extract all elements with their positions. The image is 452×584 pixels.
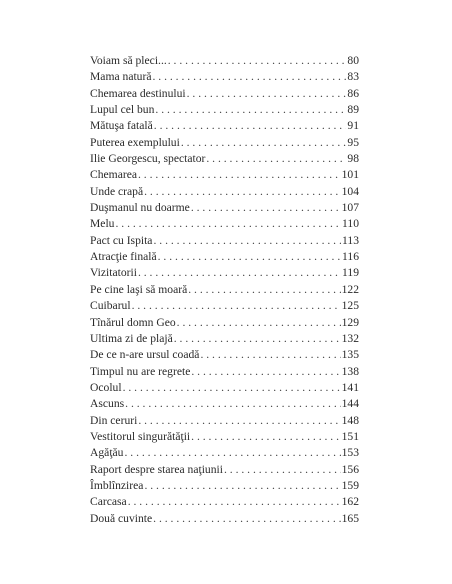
dot-leader: [138, 413, 340, 429]
toc-entry: [90, 445, 359, 461]
toc-entry-page: 144: [341, 397, 359, 411]
toc-entry-page: 101: [341, 168, 359, 182]
toc-entry-title: Unde crapă: [90, 184, 144, 198]
toc-entry: [90, 53, 359, 69]
toc-entry-page: 159: [341, 478, 359, 492]
toc-entry: [90, 462, 359, 478]
toc-entry: [90, 298, 359, 314]
dot-leader: [123, 380, 341, 396]
toc-entry-page: 162: [341, 495, 359, 509]
toc-entry-page: 132: [341, 331, 359, 345]
toc-entry-title: Chemarea destinului: [90, 86, 186, 100]
toc-entry: [90, 364, 359, 380]
toc-entry: [90, 118, 359, 134]
toc-entry-page: 122: [341, 282, 359, 296]
toc-entry-page: 110: [342, 217, 359, 231]
toc-entry-page: 91: [347, 119, 359, 133]
toc-entry-page: 113: [342, 233, 359, 247]
toc-entry-page: 107: [341, 201, 359, 215]
toc-entry: [90, 184, 359, 200]
toc-entry-page: 156: [341, 462, 359, 476]
toc-entry: [90, 233, 359, 249]
toc-entry-page: 119: [342, 266, 359, 280]
toc-entry: [90, 380, 359, 396]
toc-entry-page: 98: [347, 152, 359, 166]
toc-entry: [90, 396, 359, 412]
dot-leader: [132, 298, 341, 314]
toc-entry-page: 83: [347, 70, 359, 84]
toc-entry: [90, 151, 359, 167]
dot-leader: [153, 511, 340, 527]
toc-entry-title: Îmblînzirea: [90, 478, 144, 492]
toc-entry: [90, 331, 359, 347]
dot-leader: [128, 494, 341, 510]
dot-leader: [168, 53, 347, 69]
dot-leader: [138, 167, 341, 183]
toc-entry-title: Duşmanul nu doarme: [90, 201, 190, 215]
dot-leader: [191, 364, 340, 380]
toc-entry-title: Chemarea: [90, 168, 137, 182]
dot-leader: [125, 396, 340, 412]
toc-entry-page: 138: [341, 364, 359, 378]
toc-entry-page: 148: [341, 413, 359, 427]
toc-entry-page: 86: [347, 86, 359, 100]
dot-leader: [158, 249, 341, 265]
toc-entry-title: Ilie Georgescu, spectator: [90, 152, 206, 166]
toc-entry: [90, 265, 359, 281]
dot-leader: [200, 347, 340, 363]
toc-entry: [90, 69, 359, 85]
toc-entry-title: Ascuns: [90, 397, 125, 411]
toc-entry: [90, 347, 359, 363]
toc-entry-title: Mătuşa fatală: [90, 119, 153, 133]
dot-leader: [144, 478, 340, 494]
dot-leader: [115, 216, 341, 232]
dot-leader: [144, 184, 341, 200]
toc-entry-title: Timpul nu are regrete: [90, 364, 191, 378]
toc-entry-page: 135: [341, 348, 359, 362]
toc-entry-page: 151: [341, 429, 359, 443]
toc-entry-title: De ce n-are ursul coadă: [90, 348, 200, 362]
dot-leader: [153, 233, 341, 249]
toc-entry-page: 125: [341, 299, 359, 313]
dot-leader: [174, 331, 341, 347]
toc-entry-title: Lupul cel bun: [90, 103, 155, 117]
toc-entry-title: Din ceruri: [90, 413, 138, 427]
toc-entry-page: 129: [341, 315, 359, 329]
toc-entry-title: Melu: [90, 217, 115, 231]
toc-entry: [90, 478, 359, 494]
toc-entry-title: Ultima zi de plajă: [90, 331, 173, 345]
toc-entry: [90, 413, 359, 429]
toc-entry-page: 104: [341, 184, 359, 198]
toc-entry-title: Cuibarul: [90, 299, 131, 313]
dot-leader: [187, 86, 347, 102]
toc-entry-page: 95: [347, 135, 359, 149]
toc-entry-title: Tînărul domn Geo: [90, 315, 176, 329]
toc-entry-page: 141: [341, 380, 359, 394]
toc-entry: [90, 429, 359, 445]
toc-entry: [90, 511, 359, 527]
toc-entry-page: 89: [347, 103, 359, 117]
toc-entry-title: Vizitatorii: [90, 266, 137, 280]
toc-entry: [90, 216, 359, 232]
toc-entry-title: Pact cu Ispita: [90, 233, 153, 247]
toc-entry-title: Agăţău: [90, 446, 124, 460]
dot-leader: [181, 135, 347, 151]
toc-entry: [90, 315, 359, 331]
table-of-contents: [90, 53, 359, 527]
toc-entry-page: 153: [341, 446, 359, 460]
toc-entry: [90, 282, 359, 298]
toc-entry-title: Voiam să pleci...: [90, 54, 167, 67]
dot-leader: [188, 282, 340, 298]
toc-entry-page: 165: [341, 511, 359, 525]
dot-leader: [152, 69, 346, 85]
dot-leader: [138, 265, 341, 281]
toc-entry: [90, 102, 359, 118]
dot-leader: [191, 200, 341, 216]
toc-entry: [90, 86, 359, 102]
toc-entry-title: Mama natură: [90, 70, 152, 84]
toc-entry-title: Pe cine laşi să moară: [90, 282, 188, 296]
toc-entry-title: Două cuvinte: [90, 511, 153, 525]
toc-entry-page: 80: [347, 54, 359, 67]
toc-entry-title: Puterea exemplului: [90, 135, 180, 149]
toc-entry: [90, 200, 359, 216]
toc-entry-title: Atracţie finală: [90, 250, 157, 264]
dot-leader: [124, 445, 340, 461]
toc-entry: [90, 494, 359, 510]
dot-leader: [155, 102, 346, 118]
toc-entry-title: Carcasa: [90, 495, 127, 509]
dot-leader: [177, 315, 341, 331]
toc-entry-title: Raport despre starea naţiunii: [90, 462, 223, 476]
dot-leader: [206, 151, 346, 167]
toc-entry-title: Vestitorul singurătăţii: [90, 429, 191, 443]
toc-entry: [90, 135, 359, 151]
toc-entry-title: Ocolul: [90, 380, 122, 394]
toc-entry: [90, 167, 359, 183]
dot-leader: [191, 429, 340, 445]
dot-leader: [224, 462, 341, 478]
toc-entry-page: 116: [342, 250, 359, 264]
toc-entry: [90, 249, 359, 265]
dot-leader: [154, 118, 347, 134]
